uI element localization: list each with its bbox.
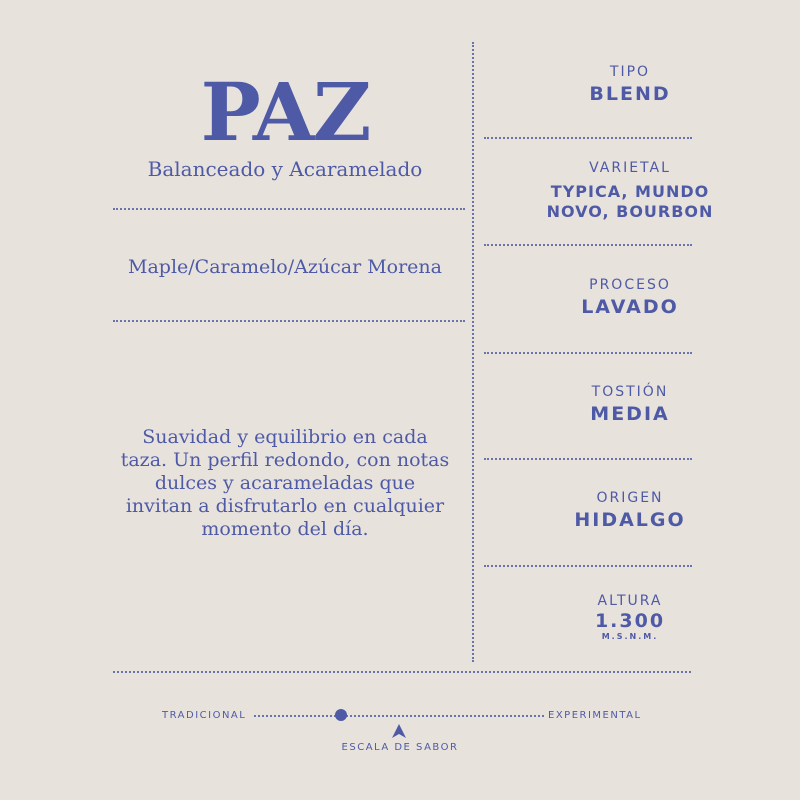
left-divider-1 — [113, 208, 465, 210]
spec-varietal — [480, 160, 780, 222]
spec-label: TOSTIÓN — [591, 384, 669, 400]
product-subtitle: Balanceado y Acaramelado — [147, 157, 423, 181]
spec-label: ORIGEN — [596, 490, 664, 506]
spec-divider-3 — [484, 352, 692, 354]
spec-label: VARIETAL — [589, 160, 671, 176]
spec-divider-1 — [484, 137, 692, 139]
scale-marker — [335, 709, 347, 721]
product-name: PAZ — [200, 65, 370, 159]
scale-arrow-icon — [391, 724, 407, 739]
scale-caption: ESCALA DE SABOR — [341, 742, 459, 753]
spec-altura — [480, 593, 780, 641]
spec-value: BLEND — [589, 83, 671, 105]
spec-divider-4 — [484, 458, 692, 460]
spec-tipo — [480, 64, 780, 105]
spec-divider-5 — [484, 565, 692, 567]
spec-divider-2 — [484, 244, 692, 246]
spec-label: ALTURA — [597, 593, 663, 609]
spec-value: LAVADO — [581, 296, 679, 318]
spec-value: MEDIA — [590, 403, 670, 425]
spec-tostion — [480, 384, 780, 425]
spec-value: TYPICA, MUNDO NOVO, BOURBON — [546, 182, 714, 221]
tasting-notes: Maple/Caramelo/Azúcar Morena — [128, 256, 442, 278]
spec-origen — [480, 490, 780, 531]
spec-label: TIPO — [609, 64, 651, 80]
spec-value: HIDALGO — [574, 509, 686, 531]
scale-left-label: TRADICIONAL — [162, 710, 247, 721]
scale-right-label: EXPERIMENTAL — [548, 710, 642, 721]
spec-proceso — [480, 277, 780, 318]
left-divider-2 — [113, 320, 465, 322]
scale-track — [254, 715, 544, 717]
bottom-divider — [113, 671, 691, 673]
spec-unit: M.S.N.M. — [601, 632, 659, 641]
spec-label: PROCESO — [589, 277, 671, 293]
column-divider — [472, 42, 474, 662]
product-description: Suavidad y equilibrio en cada taza. Un perfil redondo, con notas dulces y acarameladas que invitan a disfrutarlo en cualquier momento del día. — [120, 426, 450, 540]
spec-value: 1.300 — [594, 610, 666, 632]
